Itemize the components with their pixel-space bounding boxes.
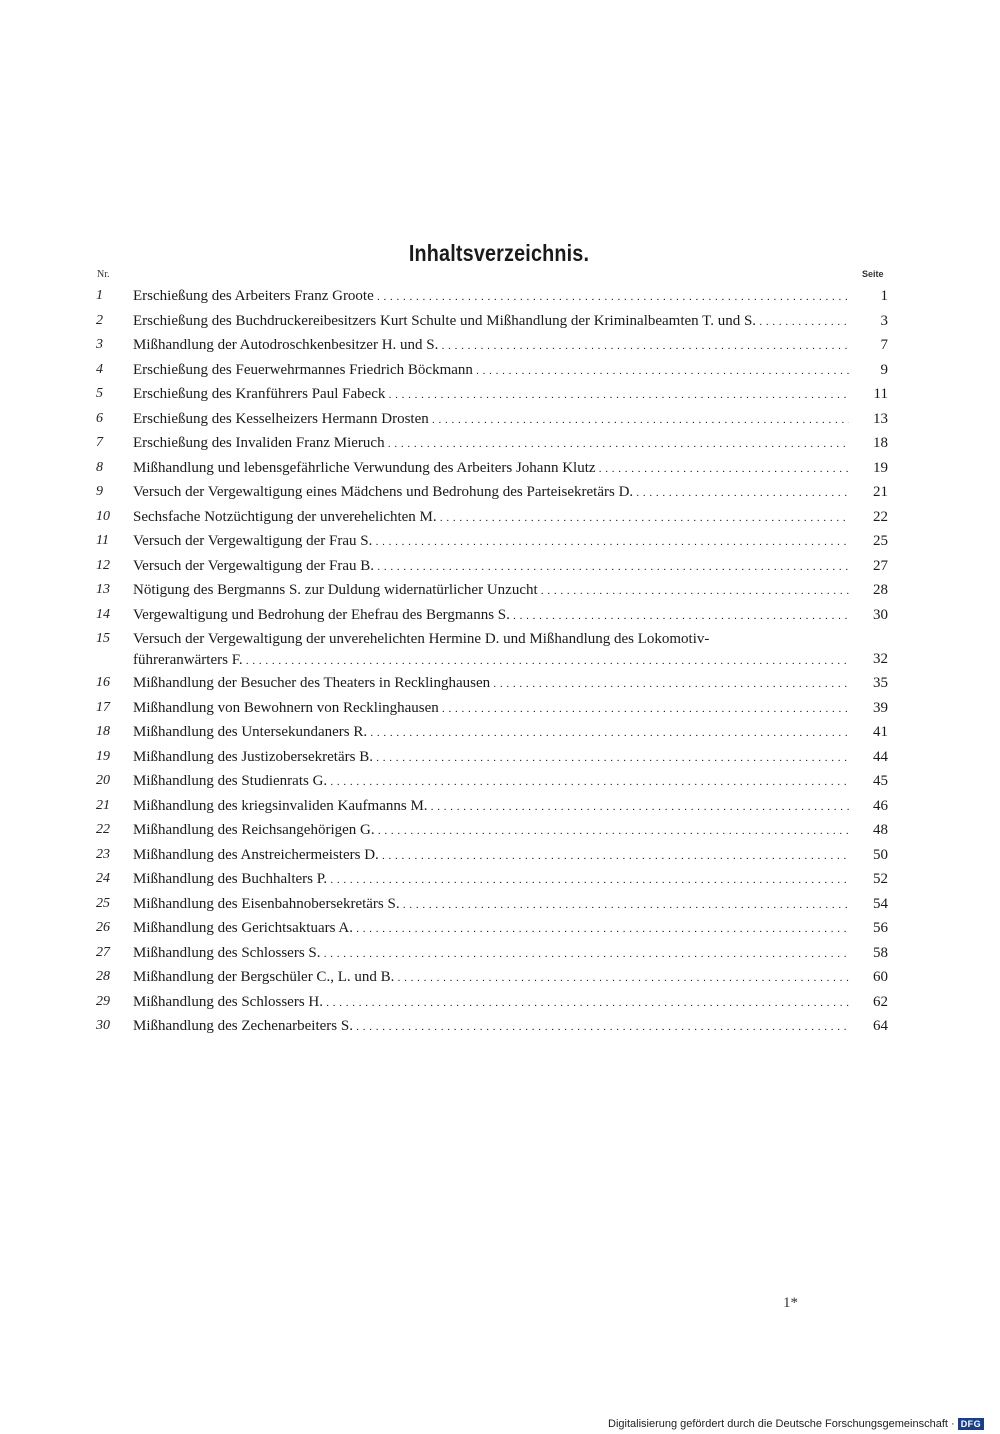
toc-entry-title: Mißhandlung des kriegsinvaliden Kaufmanns M. . . . bbox=[133, 794, 849, 819]
toc-entry-number: 14 bbox=[96, 606, 110, 622]
toc-entry bbox=[0, 603, 1000, 627]
column-header-nr: Nr. bbox=[97, 269, 110, 280]
toc-entry-title-continuation: führeranwärters F. . . . bbox=[133, 648, 849, 673]
toc-entry-title: Mißhandlung des Studienrats G. . . . bbox=[133, 769, 849, 794]
toc-entry-page: 64 bbox=[873, 1018, 888, 1034]
toc-entry-number: 10 bbox=[96, 508, 110, 524]
toc-entry-page: 7 bbox=[880, 337, 888, 353]
toc-entry-number: 18 bbox=[96, 724, 110, 739]
toc-entry bbox=[0, 916, 1000, 940]
toc-entry-page: 35 bbox=[873, 675, 888, 691]
toc-entry-title: Versuch der Vergewaltigung der Frau B. . . . bbox=[133, 554, 849, 579]
toc-entry bbox=[0, 578, 1000, 602]
toc-entry bbox=[0, 843, 1000, 867]
toc-entry-title: Sechsfache Notzüchtigung der unverehelichten M. . . . bbox=[133, 505, 849, 530]
toc-entry-page: 13 bbox=[873, 410, 888, 427]
toc-entry-title: Mißhandlung der Autodroschkenbesitzer H. und S. . . . bbox=[133, 333, 849, 358]
toc-entry-page: 39 bbox=[873, 699, 888, 716]
toc-entry-title: Versuch der Vergewaltigung der Frau S. . . . bbox=[133, 529, 849, 554]
toc-entry-title: Vergewaltigung und Bedrohung der Ehefrau des Bergmanns S. . . . bbox=[133, 603, 849, 628]
toc-entry-title: Nötigung des Bergmanns S. zur Duldung widernatürlicher Unzucht . . . bbox=[133, 578, 849, 603]
toc-entry bbox=[0, 431, 1000, 455]
toc-entry-page: 11 bbox=[873, 386, 888, 402]
toc-entry-number: 9 bbox=[96, 484, 103, 499]
toc-entry-title: Erschießung des Kesselheizers Hermann Drosten . . . bbox=[133, 407, 849, 432]
toc-entry bbox=[0, 671, 1000, 695]
toc-entry-page: 30 bbox=[873, 606, 888, 623]
toc-entry-page: 44 bbox=[873, 748, 888, 765]
toc-entry bbox=[0, 769, 1000, 793]
toc-entry bbox=[0, 554, 1000, 578]
toc-entry-number: 12 bbox=[96, 557, 110, 573]
toc-entry-title: Mißhandlung des Reichsangehörigen G. . . . bbox=[133, 818, 849, 843]
toc-entry-title: Erschießung des Kranführers Paul Fabeck . . . bbox=[133, 382, 849, 407]
toc-entry bbox=[0, 990, 1000, 1014]
toc-entry-page: 19 bbox=[873, 459, 888, 476]
toc-entry-number: 25 bbox=[96, 895, 110, 911]
toc-entry-number: 19 bbox=[96, 748, 110, 764]
toc-entry-page: 21 bbox=[873, 484, 888, 500]
toc-entry bbox=[0, 333, 1000, 357]
toc-entry-number: 29 bbox=[96, 993, 110, 1009]
toc-entry-page: 32 bbox=[873, 651, 888, 667]
toc-entry-number: 26 bbox=[96, 920, 110, 935]
toc-entry-title: Versuch der Vergewaltigung eines Mädchens und Bedrohung des Parteisekretärs D. . . . bbox=[133, 480, 849, 505]
toc-entry-number: 24 bbox=[96, 871, 110, 886]
toc-entry-title: Erschießung des Arbeiters Franz Groote . . . bbox=[133, 284, 849, 309]
toc-entry bbox=[0, 1014, 1000, 1038]
toc-entry bbox=[0, 529, 1000, 553]
toc-entry-title: Erschießung des Feuerwehrmannes Friedrich Böckmann . . . bbox=[133, 358, 849, 383]
toc-entry-title: Erschießung des Invaliden Franz Mieruch . . . bbox=[133, 431, 849, 456]
toc-entry-page: 18 bbox=[873, 435, 888, 451]
toc-entry-number: 28 bbox=[96, 969, 110, 984]
toc-entry bbox=[0, 382, 1000, 406]
toc-entry-page: 27 bbox=[873, 557, 888, 574]
toc-entry-title: Mißhandlung und lebensgefährliche Verwundung des Arbeiters Johann Klutz . . . bbox=[133, 456, 849, 481]
toc-entry-page: 58 bbox=[873, 944, 888, 961]
toc-entry-page: 60 bbox=[873, 969, 888, 985]
toc-entry-page: 56 bbox=[873, 920, 888, 936]
toc-entry-number: 1 bbox=[96, 288, 103, 303]
toc-entry bbox=[0, 505, 1000, 529]
toc-entry bbox=[0, 284, 1000, 308]
toc-entry bbox=[0, 745, 1000, 769]
toc-entry-title: Versuch der Vergewaltigung der unverehelichten Hermine D. und Mißhandlung des Lokomotiv- bbox=[133, 631, 710, 647]
toc-entry-page: 54 bbox=[873, 895, 888, 912]
toc-entry-number: 6 bbox=[96, 410, 103, 426]
footer bbox=[608, 1418, 984, 1430]
toc-entry-page: 22 bbox=[873, 508, 888, 525]
page-folio: 1* bbox=[783, 1295, 798, 1311]
dfg-logo: DFG bbox=[958, 1418, 985, 1430]
toc-entry-number: 7 bbox=[96, 435, 103, 450]
page-title: Inhaltsverzeichnis. bbox=[408, 240, 590, 266]
toc-entry bbox=[0, 867, 1000, 891]
toc-entry bbox=[0, 941, 1000, 965]
toc-entry-title: Mißhandlung von Bewohnern von Recklinghausen . . . bbox=[133, 696, 849, 721]
toc-entry-page: 9 bbox=[880, 361, 888, 378]
toc-entry-title: Mißhandlung des Eisenbahnobersekretärs S. . . . bbox=[133, 892, 849, 917]
toc-entry-title: Mißhandlung des Untersekundaners R. . . . bbox=[133, 720, 849, 745]
toc-entry-number: 16 bbox=[96, 675, 110, 690]
toc-entry-page: 28 bbox=[873, 582, 888, 598]
toc-entry-number: 2 bbox=[96, 312, 103, 328]
toc-entry-number: 22 bbox=[96, 822, 110, 837]
toc-entry-page: 45 bbox=[873, 773, 888, 789]
toc-entry-title: Mißhandlung der Bergschüler C., L. und B. . . . bbox=[133, 965, 849, 990]
toc-entry bbox=[0, 720, 1000, 744]
toc-entry bbox=[0, 358, 1000, 382]
toc-entry-number: 27 bbox=[96, 944, 110, 960]
toc-entry-page: 50 bbox=[873, 846, 888, 863]
toc-entry-title: Mißhandlung des Schlossers H. . . . bbox=[133, 990, 849, 1015]
toc-entry bbox=[0, 818, 1000, 842]
toc-entry bbox=[0, 892, 1000, 916]
toc-entry-number: 3 bbox=[96, 337, 103, 352]
toc-entry-title: Mißhandlung des Justizobersekretärs B. . . . bbox=[133, 745, 849, 770]
toc-entry-page: 48 bbox=[873, 822, 888, 838]
toc-entry-page: 3 bbox=[880, 312, 888, 329]
toc-entry bbox=[0, 794, 1000, 818]
toc-entry bbox=[0, 480, 1000, 504]
toc-entry bbox=[0, 627, 1000, 671]
toc-entry-title: Erschießung des Buchdruckereibesitzers Kurt Schulte und Mißhandlung der Kriminalbeamten T. und S. . . . bbox=[133, 309, 849, 334]
toc-entry-title: Mißhandlung der Besucher des Theaters in Recklinghausen . . . bbox=[133, 671, 849, 696]
toc-entry-page: 46 bbox=[873, 797, 888, 814]
toc-entry-number: 5 bbox=[96, 386, 103, 401]
toc-entry-title: Mißhandlung des Zechenarbeiters S. . . . bbox=[133, 1014, 849, 1039]
toc-entry-number: 11 bbox=[96, 533, 109, 548]
toc-entry bbox=[0, 456, 1000, 480]
toc-entry-number: 15 bbox=[96, 631, 110, 646]
toc-entry bbox=[0, 407, 1000, 431]
toc-entry-number: 30 bbox=[96, 1018, 110, 1033]
toc-entry bbox=[0, 309, 1000, 333]
toc-entry-number: 8 bbox=[96, 459, 103, 475]
toc-entry-page: 1 bbox=[880, 288, 888, 304]
toc-entry-page: 62 bbox=[873, 993, 888, 1010]
toc-entry-number: 21 bbox=[96, 797, 110, 813]
toc-entry bbox=[0, 965, 1000, 989]
toc-entry-number: 23 bbox=[96, 846, 110, 862]
toc-entry-number: 17 bbox=[96, 699, 110, 715]
footer-text: Digitalisierung gefördert durch die Deutsche Forschungsgemeinschaft · bbox=[608, 1418, 955, 1430]
column-header-seite: Seite bbox=[862, 269, 884, 279]
toc-entry bbox=[0, 696, 1000, 720]
toc-entry-number: 4 bbox=[96, 361, 103, 377]
toc-entry-title: Mißhandlung des Anstreichermeisters D. . . . bbox=[133, 843, 849, 868]
toc-entry-title: Mißhandlung des Buchhalters P. . . . bbox=[133, 867, 849, 892]
toc-entry-title: Mißhandlung des Schlossers S. . . . bbox=[133, 941, 849, 966]
toc-entry-page: 52 bbox=[873, 871, 888, 887]
toc-entry-number: 13 bbox=[96, 582, 110, 597]
toc-entry-number: 20 bbox=[96, 773, 110, 788]
toc-entry-page: 41 bbox=[873, 724, 888, 740]
toc-entry-title: Mißhandlung des Gerichtsaktuars A. . . . bbox=[133, 916, 849, 941]
toc-entry-page: 25 bbox=[873, 533, 888, 549]
